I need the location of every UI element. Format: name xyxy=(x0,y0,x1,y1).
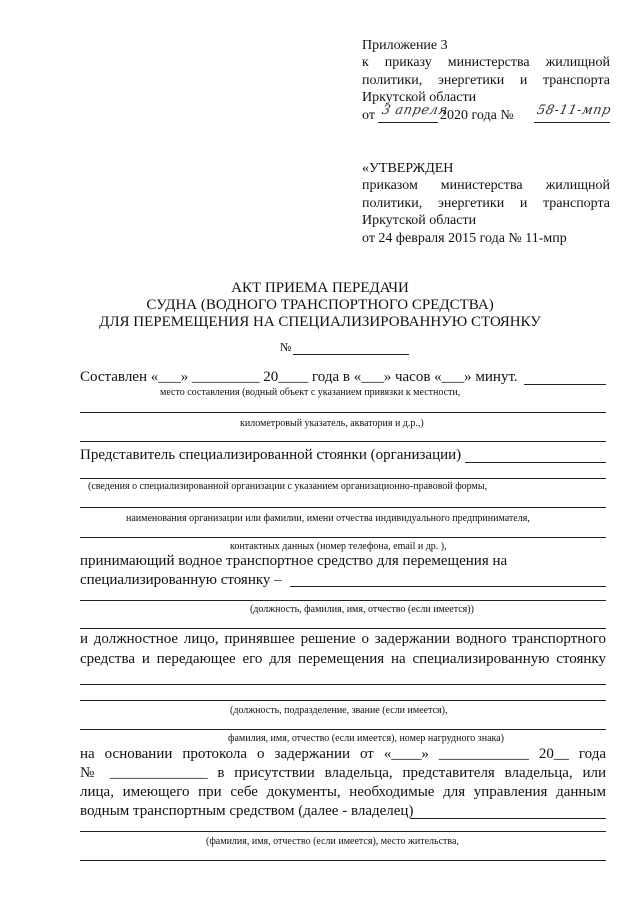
org-field-2[interactable] xyxy=(80,537,606,538)
official-line-2: средства и передающее его для перемещения на специализированную стоянку xyxy=(80,651,606,667)
act-number-field[interactable] xyxy=(293,354,409,355)
accepting-line-1: принимающий водное транспортное средство для перемещения на xyxy=(80,553,508,569)
date-underline xyxy=(378,122,438,123)
representative-label: Представитель специализированной стоянки (организации) xyxy=(80,447,462,463)
approved-order-line: приказом министерства жилищной xyxy=(362,178,610,193)
appendix-order-line: к приказу министерства жилищной xyxy=(362,55,610,70)
owner-field[interactable] xyxy=(410,818,606,819)
caption-place: место составления (водный объект с указанием привязки к местности, xyxy=(160,387,461,398)
document-title-line2: СУДНА (ВОДНОГО ТРАНСПОРТНОГО СРЕДСТВА) xyxy=(146,297,494,313)
composed-tail-field[interactable] xyxy=(524,384,606,385)
org-field-1[interactable] xyxy=(80,507,606,508)
caption-org-3: контактных данных (номер телефона, email и др. ), xyxy=(230,541,447,552)
residence-field[interactable] xyxy=(80,860,606,861)
owner-field-2[interactable] xyxy=(80,831,606,832)
caption-km: километровый указатель, акватория и д.р.,) xyxy=(240,418,424,429)
basis-line-1: на основании протокола о задержании от «____» ____________ 20__ года xyxy=(80,746,606,762)
caption-position: (должность, фамилия, имя, отчество (если имеется)) xyxy=(250,604,474,615)
act-number-sign: № xyxy=(280,340,292,354)
accepting-line-2: специализированную стоянку – xyxy=(80,572,282,588)
approved-heading: «УТВЕРЖДЕН xyxy=(362,161,454,176)
official-field-1[interactable] xyxy=(80,684,606,685)
approved-date: от 24 февраля 2015 года № 11-мпр xyxy=(362,231,567,246)
approved-ministry-line: политики, энергетики и транспорта xyxy=(362,196,610,211)
caption-residence: (фамилия, имя, отчество (если имеется), место жительства, xyxy=(206,836,459,847)
basis-line-4: водным транспортным средством (далее - владелец) xyxy=(80,803,414,819)
basis-line-3: лица, имеющего при себе документы, необходимые для управления данным xyxy=(80,784,606,800)
composed-date-line: Составлен «___» _________ 20____ года в «___» часов «___» минут. xyxy=(80,369,518,385)
appendix-region: Иркутской области xyxy=(362,90,477,105)
place-field-2[interactable] xyxy=(80,441,606,442)
document-title-line3: ДЛЯ ПЕРЕМЕЩЕНИЯ НА СПЕЦИАЛИЗИРОВАННУЮ СТОЯНКУ xyxy=(99,314,541,330)
appendix-date-prefix: от xyxy=(362,108,375,123)
approved-region: Иркутской области xyxy=(362,213,477,228)
appendix-date-mid: 2020 года № xyxy=(440,108,514,123)
caption-org-1: (сведения о специализированной организации с указанием организационно-правовой формы, xyxy=(88,481,488,492)
rank-field[interactable] xyxy=(80,729,606,730)
caption-rank: (должность, подразделение, звание (если имеется), xyxy=(230,705,448,716)
handwritten-date: 3 апреля xyxy=(380,103,450,118)
appendix-ministry-line: политики, энергетики и транспорта xyxy=(362,73,610,88)
official-line-1: и должностное лицо, принявшее решение о задержании водного транспортного xyxy=(80,631,606,647)
appendix-number: Приложение 3 xyxy=(362,38,448,53)
place-field[interactable] xyxy=(80,412,606,413)
order-number-underline xyxy=(534,122,610,123)
position-field[interactable] xyxy=(80,628,606,629)
caption-badge: фамилия, имя, отчество (если имеется), номер нагрудного знака) xyxy=(228,733,505,744)
representative-field[interactable] xyxy=(465,462,606,463)
accepting-field-2[interactable] xyxy=(80,600,606,601)
caption-org-2: наименования организации или фамилии, имени отчества индивидуального предпринимателя, xyxy=(126,513,530,524)
document-title-line1: АКТ ПРИЕМА ПЕРЕДАЧИ xyxy=(231,280,409,296)
representative-field-2[interactable] xyxy=(80,478,606,479)
official-field-2[interactable] xyxy=(80,700,606,701)
accepting-field[interactable] xyxy=(290,586,606,587)
handwritten-order-number: 58-11-мпр xyxy=(535,103,613,118)
basis-line-2: № _____________ в присутствии владельца, представителя владельца, или xyxy=(80,765,606,781)
